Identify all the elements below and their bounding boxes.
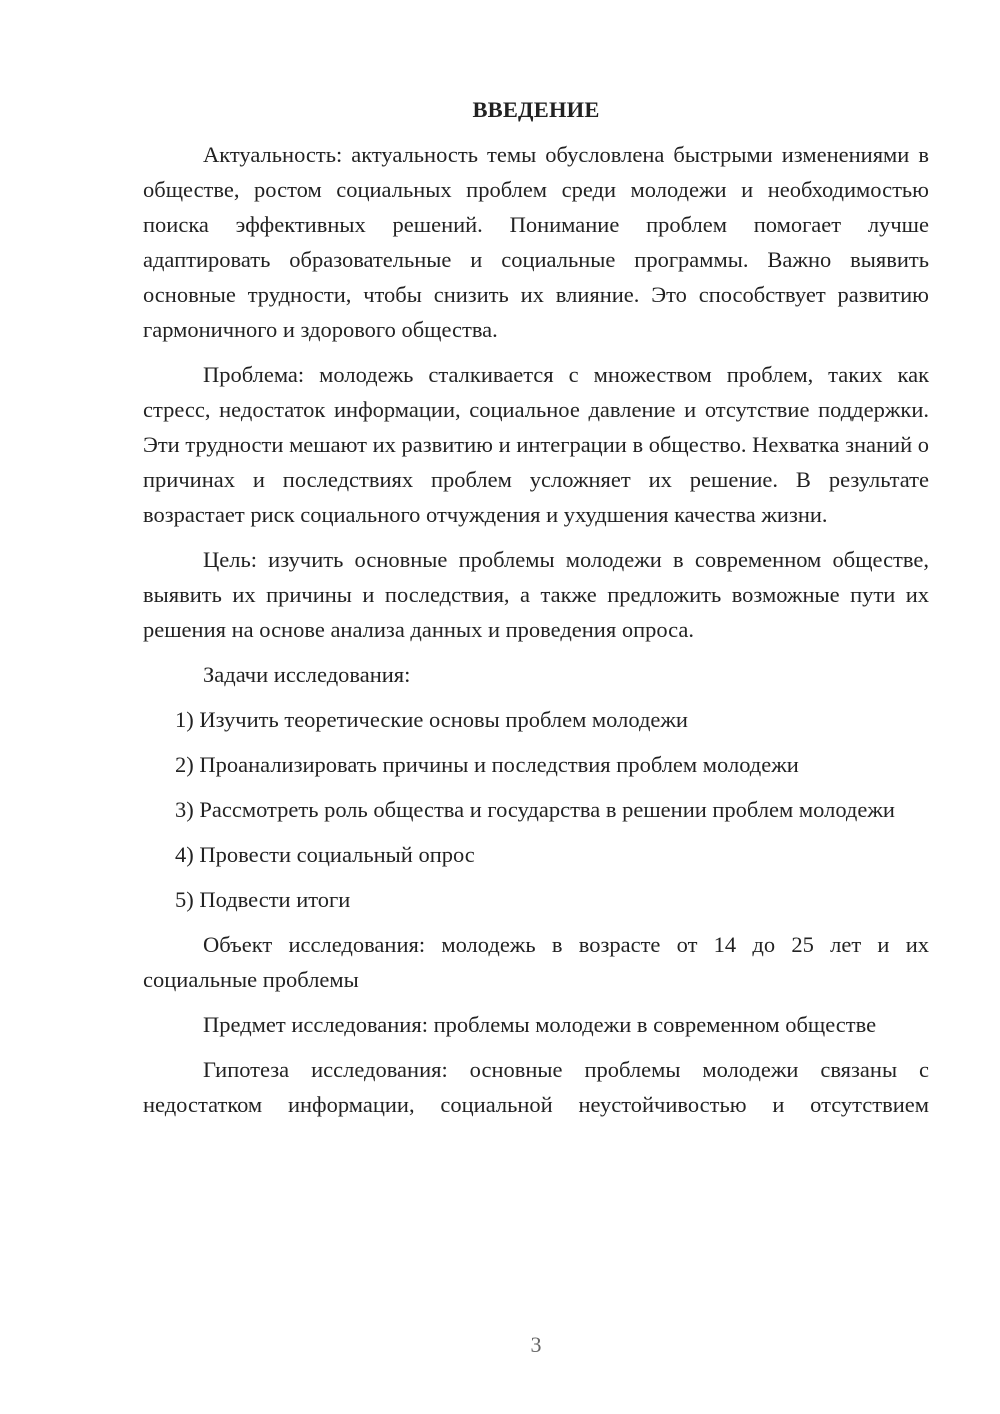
object-paragraph: Объект исследования: молодежь в возрасте от 14 до 25 лет и их социальные проблемы: [143, 932, 929, 992]
subject-paragraph: Предмет исследования: проблемы молодежи в современном обществе: [203, 1012, 877, 1037]
goal-paragraph: Цель: изучить основные проблемы молодежи в современном обществе, выявить их причины и последствия, а также предложить возможные пути их решения на основе анализа данных и проведения опроса.: [143, 547, 929, 642]
problem-paragraph: Проблема: молодежь сталкивается с множеством проблем, таких как стресс, недостаток информации, социальное давление и отсутствие поддержки. Эти трудности мешают их развитию и интеграции в общество. Нехватка знаний о причинах и последствиях проблем усложняет их решение. В результате возрастает риск социального отчуждения и ухудшения качества жизни.: [143, 362, 929, 527]
hypothesis-paragraph: Гипотеза исследования: основные проблемы молодежи связаны с недостатком информации, социальной неустойчивостью и отсутствием: [143, 1057, 929, 1117]
task-item: 1) Изучить теоретические основы проблем молодежи: [175, 707, 688, 732]
page-number: 3: [530, 1332, 542, 1357]
document-page: [143, 92, 929, 1122]
task-item: 4) Провести социальный опрос: [175, 842, 475, 867]
tasks-list: [143, 702, 929, 917]
tasks-heading: Задачи исследования:: [203, 662, 411, 687]
task-item: 2) Проанализировать причины и последствия проблем молодежи: [175, 752, 799, 777]
task-item: 3) Рассмотреть роль общества и государства в решении проблем молодежи: [175, 797, 895, 822]
relevance-paragraph: Актуальность: актуальность темы обусловлена быстрыми изменениями в обществе, ростом социальных проблем среди молодежи и необходимостью поиска эффективных решений. Понимание проблем помогает лучше адаптировать образовательные и социальные программы. Важно выявить основные трудности, чтобы снизить их влияние. Это способствует развитию гармоничного и здорового общества.: [143, 142, 929, 342]
task-item: 5) Подвести итоги: [175, 887, 351, 912]
section-title: ВВЕДЕНИЕ: [472, 97, 600, 122]
